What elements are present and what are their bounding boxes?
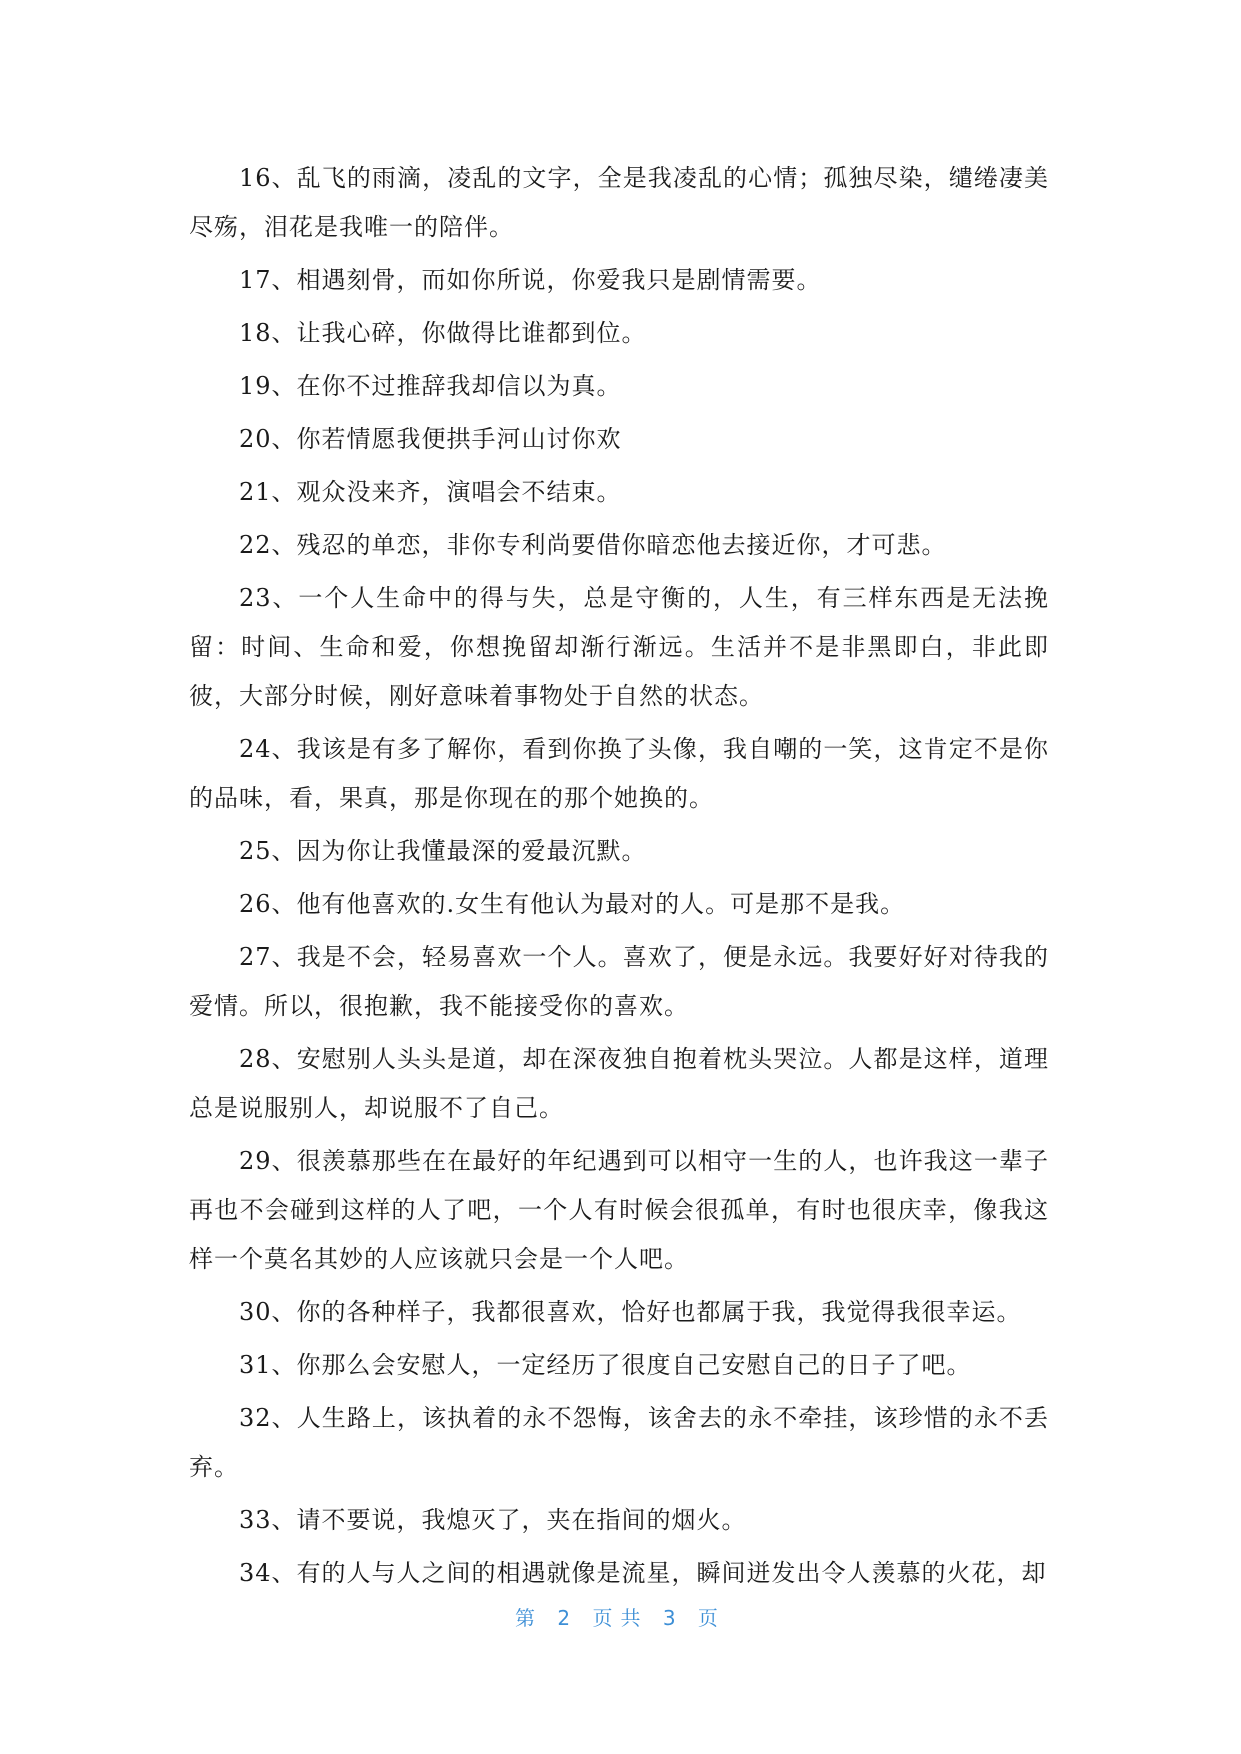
paragraph-24: 24、我该是有多了解你，看到你换了头像，我自嘲的一笑，这肯定不是你的品味，看，果真，那是你现在的那个她换的。 (189, 735, 1049, 812)
paragraph-20: 20、你若情愿我便拱手河山讨你欢 (239, 425, 622, 453)
paragraph-17: 17、相遇刻骨，而如你所说，你爱我只是剧情需要。 (239, 266, 822, 294)
paragraph-18: 18、让我心碎，你做得比谁都到位。 (239, 319, 647, 347)
paragraph-22: 22、残忍的单恋，非你专利尚要借你暗恋他去接近你，才可悲。 (239, 531, 947, 559)
document-body (189, 154, 1049, 1602)
paragraph-34: 34、有的人与人之间的相遇就像是流星，瞬间迸发出令人羡慕的火花，却 (239, 1559, 1047, 1587)
paragraph-32: 32、人生路上，该执着的永不怨悔，该舍去的永不牵挂，该珍惜的永不丢弃。 (189, 1404, 1049, 1481)
paragraph-29: 29、很羡慕那些在在最好的年纪遇到可以相守一生的人，也许我这一辈子再也不会碰到这样的人了吧，一个人有时候会很孤单，有时也很庆幸，像我这样一个莫名其妙的人应该就只会是一个人吧。 (189, 1147, 1049, 1273)
paragraph-27: 27、我是不会，轻易喜欢一个人。喜欢了，便是永远。我要好好对待我的爱情。所以，很抱歉，我不能接受你的喜欢。 (189, 943, 1049, 1020)
page-number-footer: 第 2 页共 3 页 (515, 1606, 726, 1630)
paragraph-33: 33、请不要说，我熄灭了，夹在指间的烟火。 (239, 1506, 747, 1534)
paragraph-19: 19、在你不过推辞我却信以为真。 (239, 372, 622, 400)
paragraph-30: 30、你的各种样子，我都很喜欢，恰好也都属于我，我觉得我很幸运。 (239, 1298, 1022, 1326)
paragraph-25: 25、因为你让我懂最深的爱最沉默。 (239, 837, 647, 865)
paragraph-28: 28、安慰别人头头是道，却在深夜独自抱着枕头哭泣。人都是这样，道理总是说服别人，却说服不了自己。 (189, 1045, 1049, 1122)
paragraph-31: 31、你那么会安慰人，一定经历了很度自己安慰自己的日子了吧。 (239, 1351, 972, 1379)
paragraph-26: 26、他有他喜欢的.女生有他认为最对的人。可是那不是我。 (239, 890, 906, 918)
paragraph-16: 16、乱飞的雨滴，凌乱的文字，全是我凌乱的心情；孤独尽染，缱绻凄美尽殇，泪花是我唯一的陪伴。 (189, 164, 1049, 241)
paragraph-21: 21、观众没来齐，演唱会不结束。 (239, 478, 622, 506)
paragraph-23: 23、一个人生命中的得与失，总是守衡的，人生，有三样东西是无法挽留：时间、生命和爱，你想挽留却渐行渐远。生活并不是非黑即白，非此即彼，大部分时候，刚好意味着事物处于自然的状态。 (189, 584, 1049, 710)
